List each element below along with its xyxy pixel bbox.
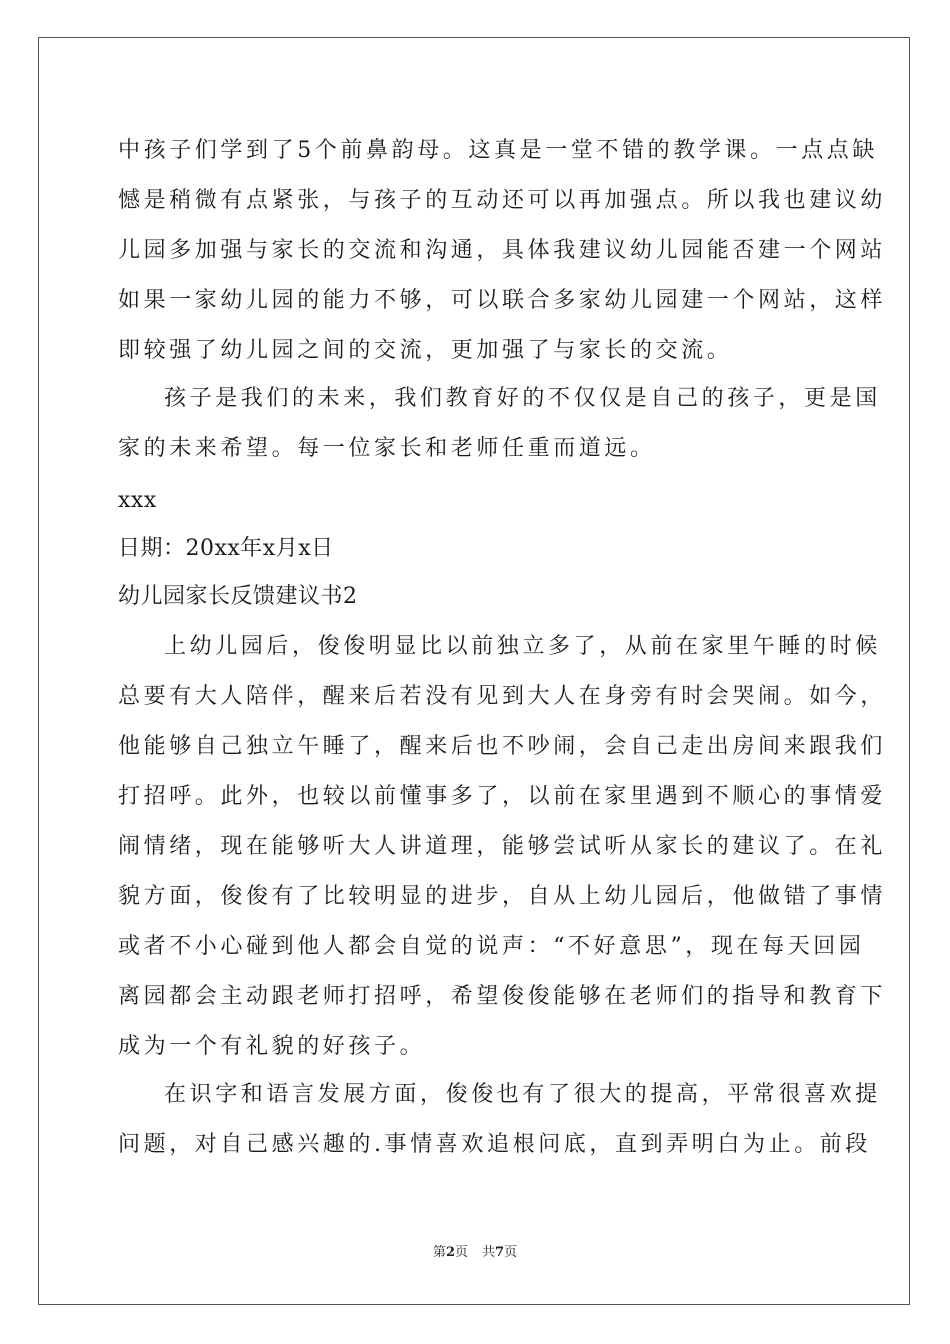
text-line: 中孩子们学到了5个前鼻韵母。这真是一堂不错的教学课。一点点缺 — [118, 138, 878, 163]
footer-prefix: 第 — [432, 1245, 446, 1260]
footer-page-suffix: 页 — [454, 1245, 468, 1260]
total-page-number: 7 — [495, 1245, 505, 1260]
text-line: 如果一家幼儿园的能力不够，可以联合多家幼儿园建一个网站，这样 — [118, 288, 887, 313]
text-line: 即较强了幼儿园之间的交流，更加强了与家长的交流。 — [118, 338, 733, 363]
text-line: 他能够自己独立午睡了，醒来后也不吵闹，会自己走出房间来跟我们 — [118, 734, 887, 759]
page-footer — [0, 1244, 950, 1262]
text-line: 问题，对自己感兴趣的.事情喜欢追根问底，直到弄明白为止。前段 — [118, 1132, 871, 1157]
page-border — [38, 37, 910, 1305]
date-line: 日期：20xx年x月x日 — [118, 536, 334, 561]
text-line: 憾是稍微有点紧张，与孩子的互动还可以再加强点。所以我也建议幼 — [118, 188, 887, 213]
text-line: 孩子是我们的未来，我们教育好的不仅仅是自己的孩子，更是国 — [164, 386, 881, 411]
text-line: 家的未来希望。每一位家长和老师任重而道远。 — [118, 436, 656, 461]
footer-total-prefix: 共 — [482, 1245, 496, 1260]
text-line: 上幼儿园后，俊俊明显比以前独立多了，从前在家里午睡的时候 — [164, 634, 881, 659]
text-line: 在识字和语言发展方面，俊俊也有了很大的提高，平常很喜欢提 — [164, 1082, 881, 1107]
text-line: 闹情绪，现在能够听大人讲道理，能够尝试听从家长的建议了。在礼 — [118, 834, 887, 859]
text-line: 成为一个有礼貌的好孩子。 — [118, 1034, 426, 1059]
text-line: 总要有大人陪伴，醒来后若没有见到大人在身旁有时会哭闹。如今， — [118, 684, 887, 709]
text-line: 貌方面，俊俊有了比较明显的进步，自从上幼儿园后，他做错了事情 — [118, 884, 887, 909]
text-line: 打招呼。此外，也较以前懂事多了，以前在家里遇到不顺心的事情爱 — [118, 784, 887, 809]
text-line: 或者不小心碰到他人都会自觉的说声：“不好意思”，现在每天回园 — [118, 934, 865, 959]
signature-name: xxx — [118, 488, 157, 513]
footer-total-suffix: 页 — [504, 1245, 518, 1260]
section-title: 幼儿园家长反馈建议书2 — [118, 584, 358, 609]
text-line: 离园都会主动跟老师打招呼，希望俊俊能够在老师们的指导和教育下 — [118, 984, 887, 1009]
current-page-number: 2 — [445, 1245, 455, 1260]
text-line: 儿园多加强与家长的交流和沟通，具体我建议幼儿园能否建一个网站 — [118, 238, 887, 263]
